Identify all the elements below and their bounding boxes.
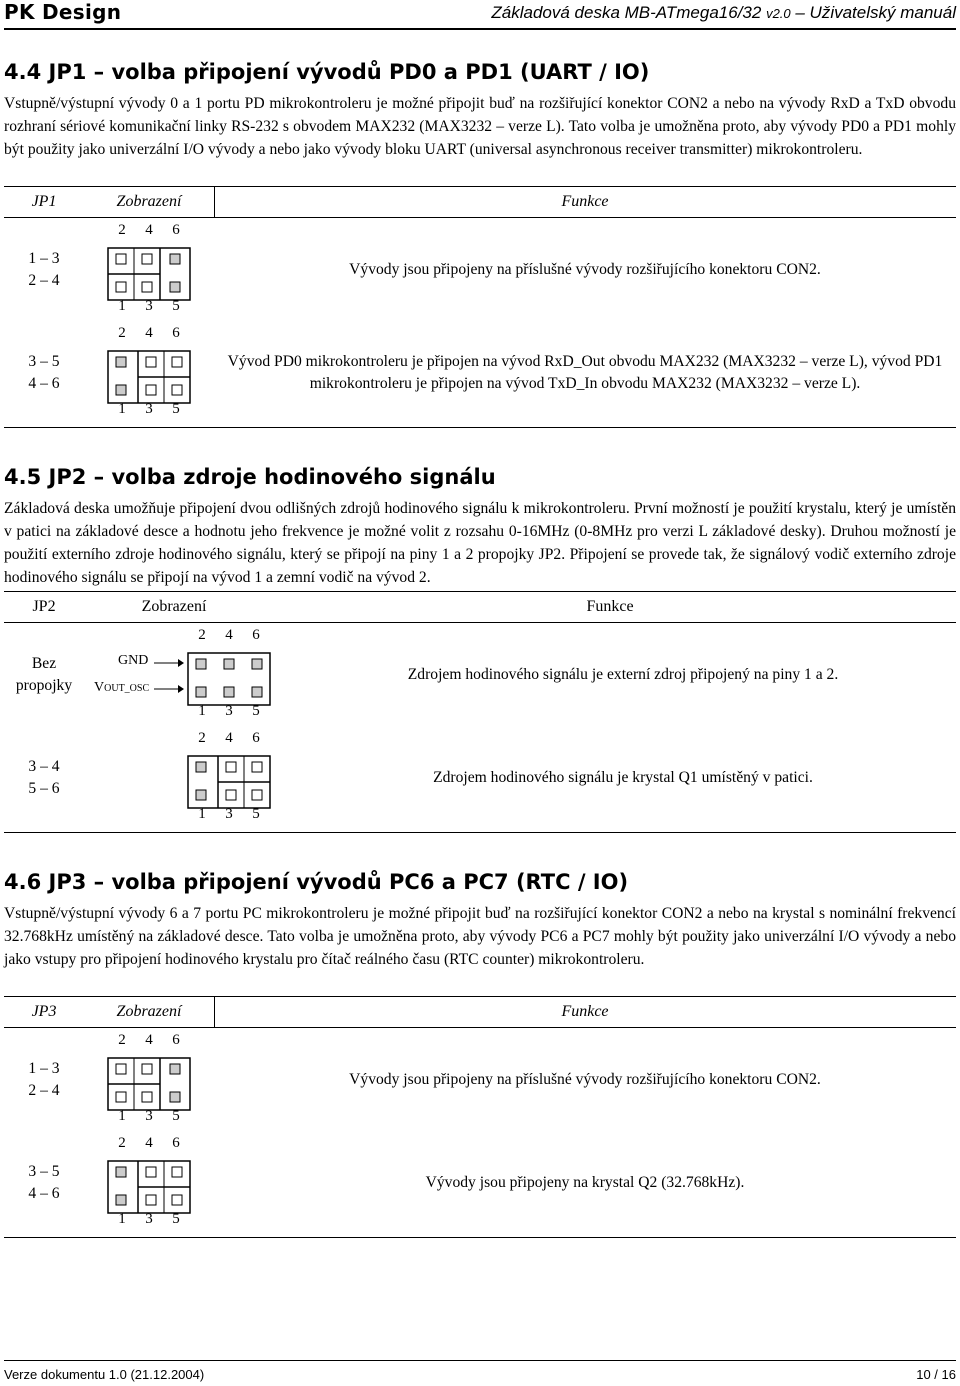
jumper-diagram: 2 4 6 1 3 5 [104,1135,194,1231]
brand-name: PK Design [4,0,122,24]
table-jp1 [4,186,956,428]
function-description: Vývody jsou připojeny na krystal Q2 (32.768kHz). [425,1174,745,1191]
function-description: Vývod PD0 mikrokontroleru je připojen na vývod RxD_Out obvodu MAX232 (MAX3232 – verze L), vývod PD1 mikrokontroleru je připojen na vývod TxD_In obvodu MAX232 (MAX3232 – verze L). [227,353,943,392]
jumper-setting: 1 – 3 2 – 4 [28,1060,60,1099]
version-label: v2.0 [766,6,791,21]
table-row [4,217,956,322]
jumper-pins-icon [104,349,194,405]
header-divider [214,997,215,1027]
paragraph-4-6: Vstupně/výstupní vývody 6 a 7 portu PC mikrokontroleru je možné připojit buď na rozšiřující konektor CON2 a nebo na krystal s nominální frekvencí 32.768kHz umístěný na základové desce. Tato volba je umožněna proto, aby vývody PC6 a PC7 mohly být použity jako univerzální I/O vývody a nebo jako vstupy pro připojení hodinového krystalu pro čítač reálného času (RTC counter) mikrokontroleru. [4,905,956,968]
heading-4-5: 4.5 JP2 – volba zdroje hodinového signálu [4,465,496,489]
table-row [4,1131,956,1235]
page-header [4,0,956,30]
jumper-diagram: 2 4 6 1 3 5 [104,1032,194,1128]
jumper-diagram: 2 4 6 1 3 5 [104,222,194,318]
table-jp2 [4,591,956,833]
column-header-display: Zobrazení [141,598,207,615]
header-divider [214,187,215,217]
jumper-setting: 3 – 5 4 – 6 [28,1163,60,1202]
column-header-display: Zobrazení [116,1003,182,1020]
column-header-function: Funkce [586,598,634,615]
jumper-pins-icon [104,1056,194,1112]
paragraph-4-4: Vstupně/výstupní vývody 0 a 1 portu PD mikrokontroleru je možné připojit buď na rozšiřující konektor CON2 a nebo na vývody RxD a TxD obvodu rozhraní sériové komunikační linky RS-232 s obvodem MAX232 (MAX3232 – verze L). Tato volba je umožněna proto, aby vývody PD0 a PD1 mohly být použity jako univerzální I/O vývody a nebo jako vývody bloku UART (universal asynchronous receiver transmitter) mikrokontroleru. [4,95,956,158]
function-description: Zdrojem hodinového signálu je externí zdroj připojený na piny 1 a 2. [407,666,839,683]
column-header-function: Funkce [561,193,609,210]
jumper-diagram: 2 4 6 1 3 5 [184,627,274,723]
jumper-setting: Bez propojky [15,655,73,694]
jumper-pins-icon [184,754,274,810]
table-jp3 [4,996,956,1238]
paragraph-4-5: Základová deska umožňuje připojení dvou odlišných zdrojů hodinového signálu k mikrokontroleru. První možností je použití krystalu, který je umístěn v patici na základové desce a hodnotu jeho frekvence je možné volit z rozsahu 0-16MHz (0-8MHz pro verzi L základové desky). Druhou možností je použití externího zdroje hodinového signálu, který se připojí na piny 1 a 2 propojky JP2. Připojení se provede tak, že signálový vodič externího zdroje hodinového signálu se připojí na vývod 1 a zemní vodič na vývod 2. [4,500,956,586]
column-header-function: Funkce [561,1003,609,1020]
heading-4-6: 4.6 JP3 – volba připojení vývodů PC6 a PC7 (RTC / IO) [4,870,629,894]
gnd-label: GND [118,653,149,668]
document-title: Základová deska MB-ATmega16/32 v2.0 – Uživatelský manuál [491,3,956,22]
page-number: 10 / 16 [916,1367,956,1382]
function-description: Vývody jsou připojeny na příslušné vývody rozšiřujícího konektoru CON2. [349,261,821,278]
table-row [4,1027,956,1132]
heading-4-4: 4.4 JP1 – volba připojení vývodů PD0 a PD1 (UART / IO) [4,60,650,84]
column-header-jp: JP3 [31,1003,57,1020]
jumper-diagram: 2 4 6 1 3 5 [104,325,194,421]
jumper-diagram: 2 4 6 1 3 5 [184,730,274,826]
page-footer [4,1360,956,1383]
table-row [4,622,956,727]
jumper-setting: 3 – 4 5 – 6 [28,758,60,797]
table-header-row [4,187,956,217]
table-header-row [4,997,956,1027]
vout-label: VOUT_OSC [94,680,150,695]
jumper-pins-icon [104,246,194,302]
jumper-pins-icon [104,1159,194,1215]
document-version: Verze dokumentu 1.0 (21.12.2004) [4,1367,205,1382]
jumper-setting: 3 – 5 4 – 6 [28,353,60,392]
table-header-row [4,592,956,622]
function-description: Vývody jsou připojeny na příslušné vývody rozšiřujícího konektoru CON2. [349,1071,821,1088]
column-header-display: Zobrazení [116,193,182,210]
column-header-jp: JP2 [32,598,56,615]
function-description: Zdrojem hodinového signálu je krystal Q1 umístěný v patici. [433,769,813,786]
table-row [4,726,956,830]
arrow-icon [154,653,184,693]
table-row [4,321,956,425]
jumper-pins-icon [184,651,274,707]
jumper-setting: 1 – 3 2 – 4 [28,250,60,289]
column-header-jp: JP1 [31,193,57,210]
